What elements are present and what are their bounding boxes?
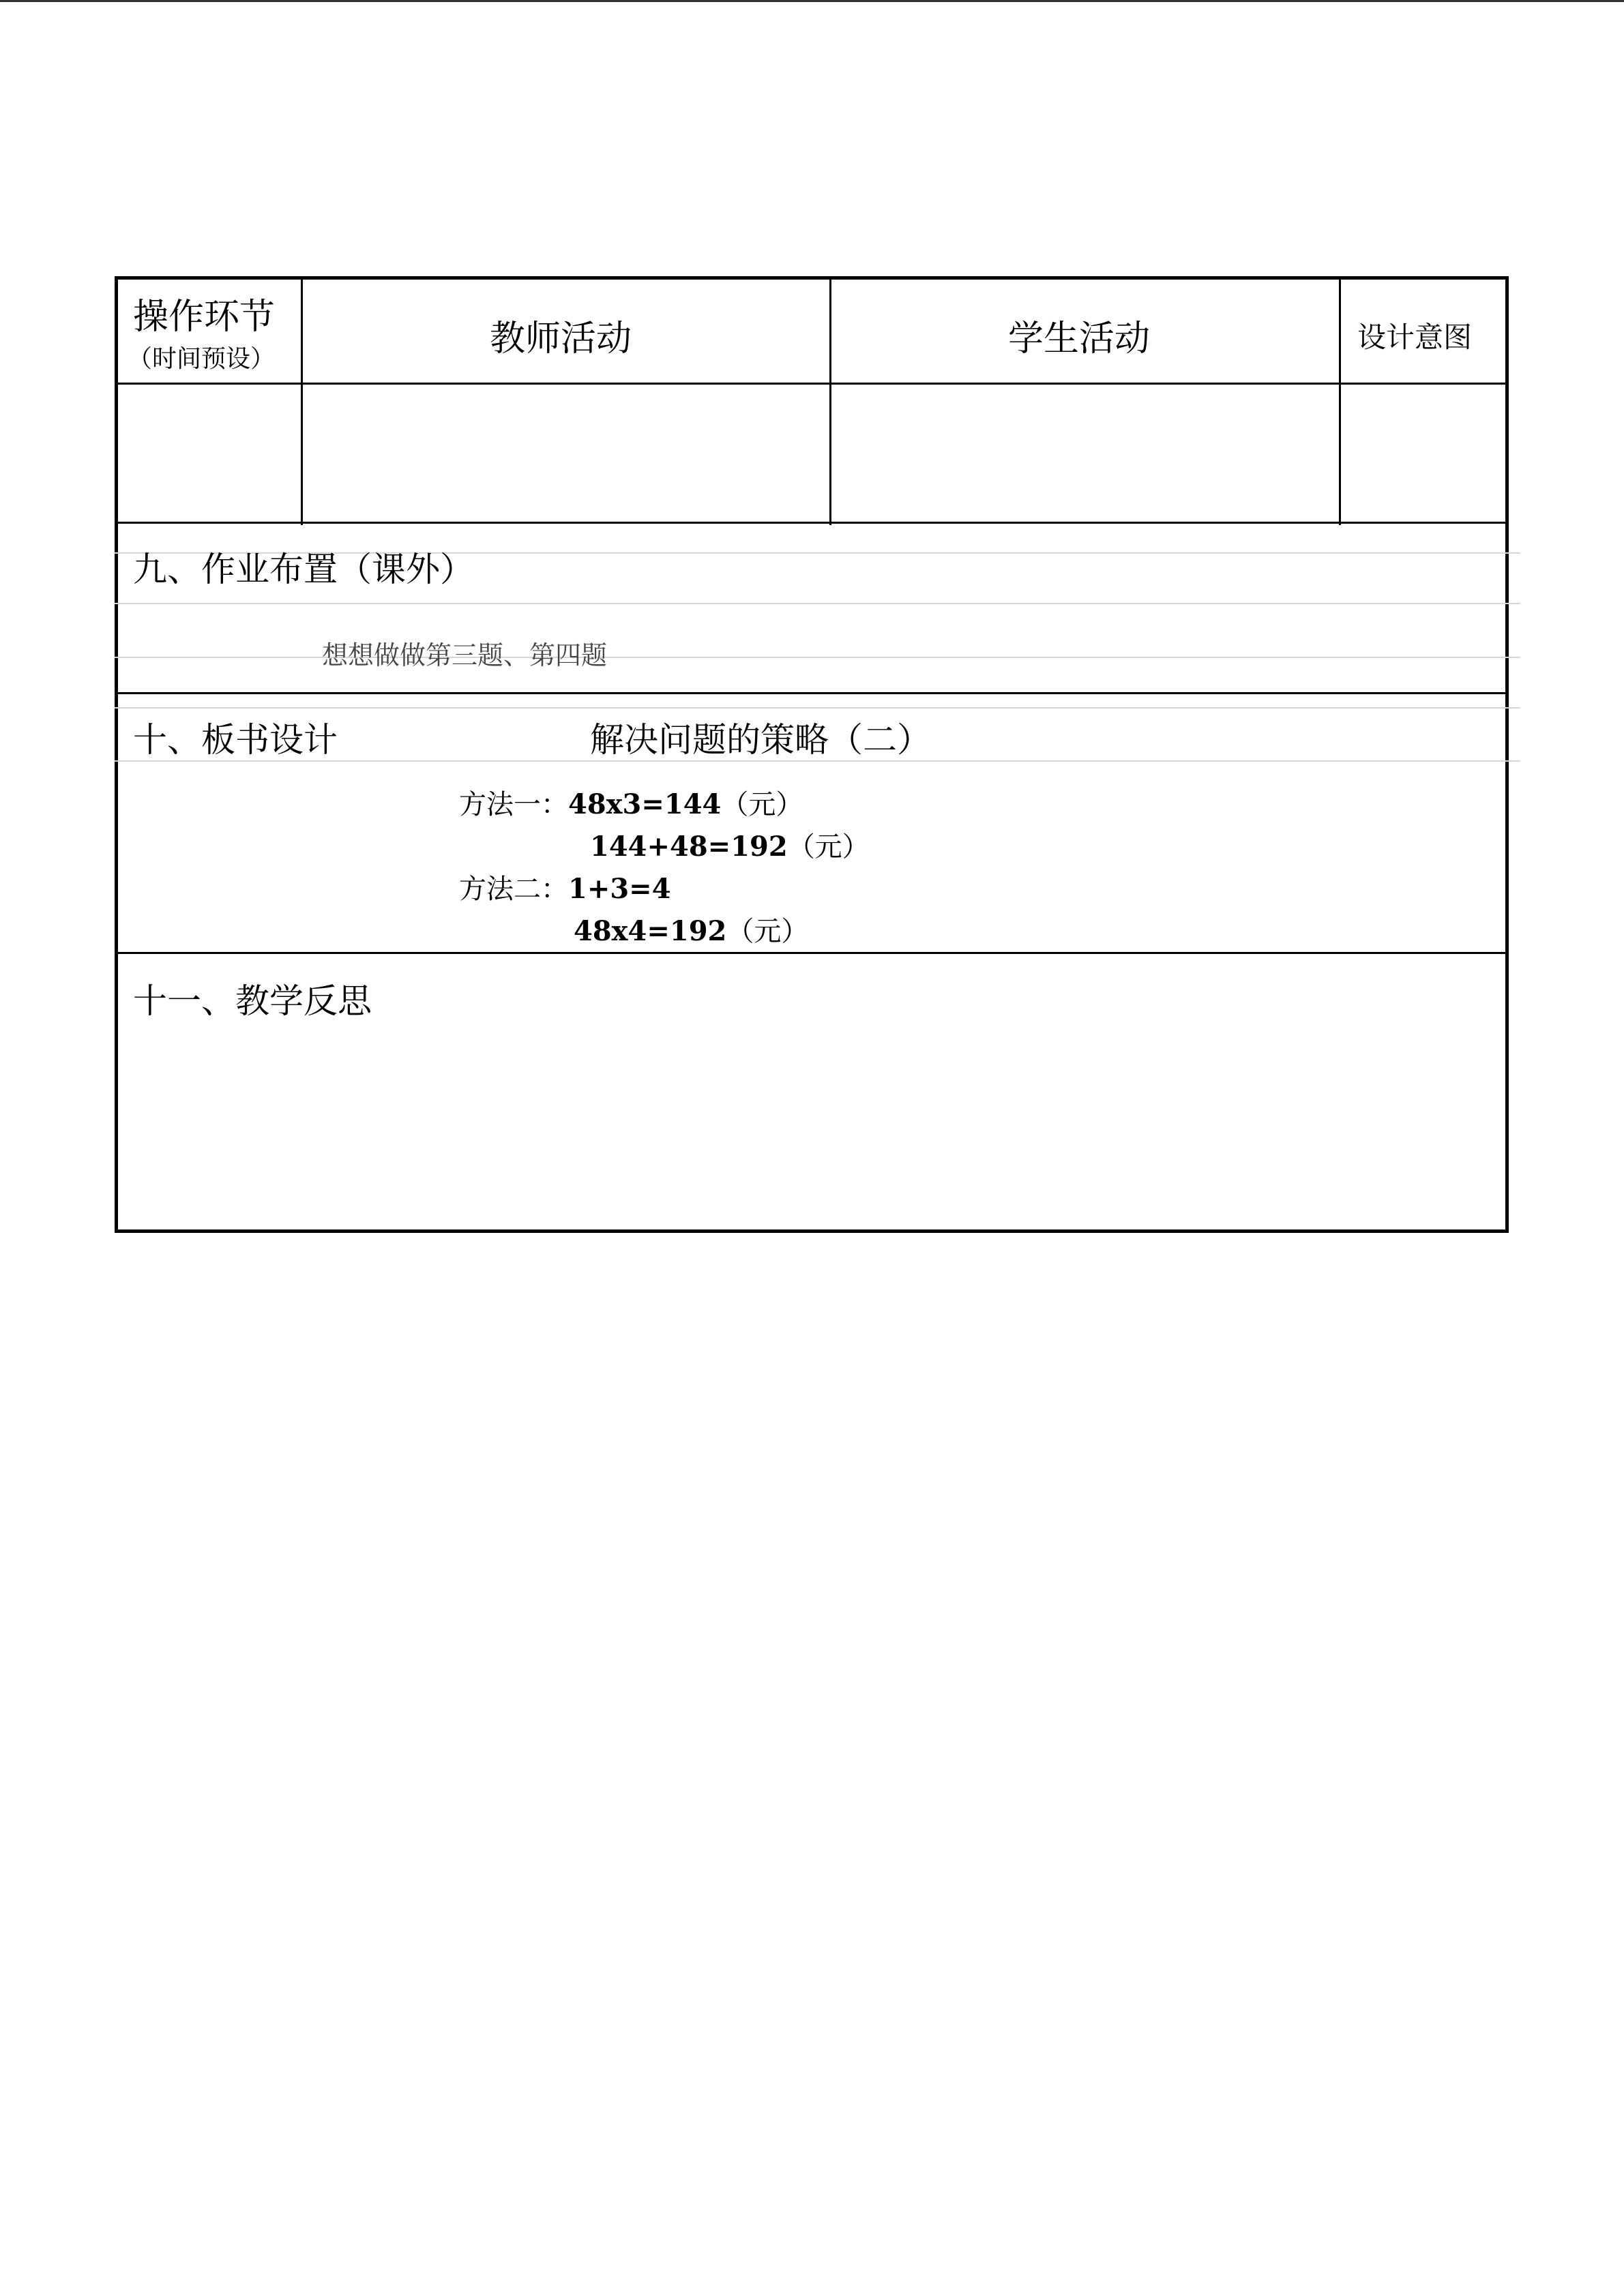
header-operation-stage: 操作环节 xyxy=(133,297,276,338)
board-design-subtitle: 解决问题的策略（二） xyxy=(590,720,931,760)
method1-unit1: （元） xyxy=(721,789,803,820)
method1-equation2: 144+48=192 xyxy=(590,831,788,863)
row-divider-header xyxy=(118,383,1505,385)
homework-title: 九、作业布置（课外） xyxy=(133,550,474,589)
column-divider-3 xyxy=(1339,280,1341,525)
method2-label: 方法二： xyxy=(459,874,568,905)
scan-line xyxy=(114,603,1520,604)
method1-line1 xyxy=(459,783,803,822)
row-divider-blank xyxy=(118,522,1505,524)
reflection-title: 十一、教学反思 xyxy=(133,981,372,1021)
homework-content: 想想做做第三题、第四题 xyxy=(322,640,608,670)
method2-equation2: 48x4=192 xyxy=(574,915,727,947)
header-time-preset: （时间预设） xyxy=(128,345,276,373)
method2-line1 xyxy=(459,867,671,906)
row-divider-board xyxy=(118,952,1505,954)
method1-equation1: 48x3=144 xyxy=(568,788,722,820)
header-design-intent: 设计意图 xyxy=(1357,320,1473,354)
header-student-activity: 学生活动 xyxy=(1008,318,1151,359)
page-top-border xyxy=(0,0,1624,2)
method1-line2 xyxy=(590,825,870,864)
method1-label: 方法一： xyxy=(459,789,568,820)
board-design-title: 十、板书设计 xyxy=(133,720,338,760)
method1-unit2: （元） xyxy=(787,831,870,863)
method2-unit2: （元） xyxy=(726,916,809,947)
column-divider-2 xyxy=(829,280,831,525)
column-divider-1 xyxy=(301,280,303,525)
row-divider-homework xyxy=(118,692,1505,694)
lesson-plan-table xyxy=(115,276,1509,1233)
scan-line xyxy=(114,707,1520,709)
method2-equation1: 1+3=4 xyxy=(568,873,671,905)
header-teacher-activity: 教师活动 xyxy=(490,318,632,359)
method2-line2 xyxy=(574,910,808,949)
